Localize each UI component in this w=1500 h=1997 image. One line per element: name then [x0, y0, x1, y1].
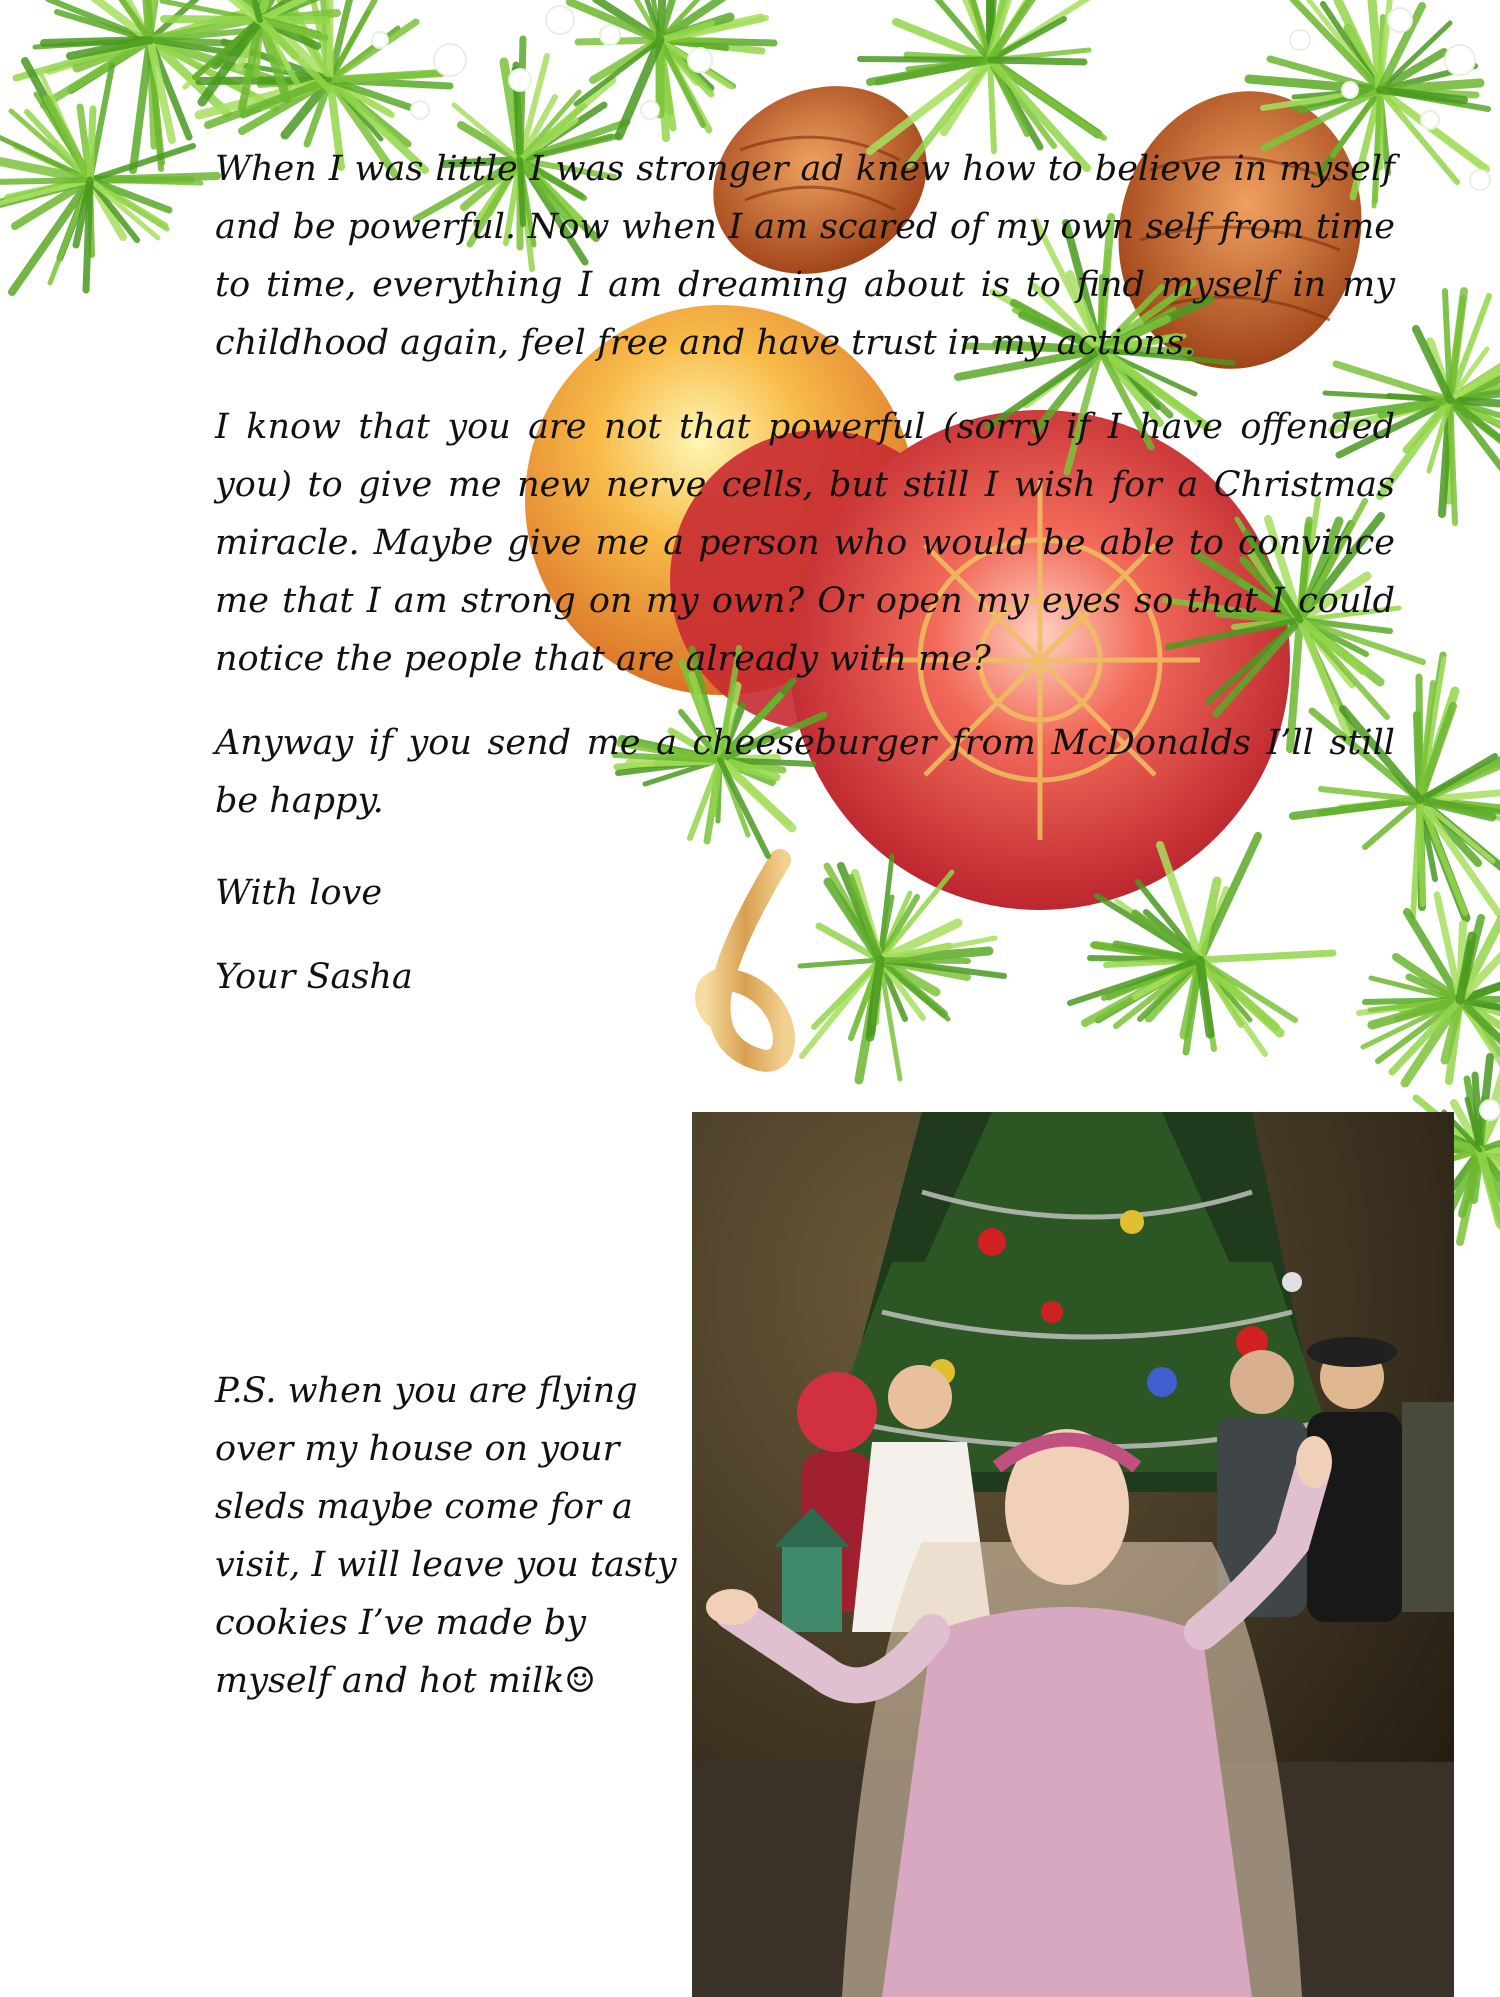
postscript: P.S. when you are flying over my house on your sleds maybe come for a visit, I will leave you tasty cookies I’ve made by myself and hot milk☺	[215, 1371, 677, 1701]
letter-paragraph-1: When I was little I was stronger ad knew how to believe in myself and be powerful. Now when I am scared of my own self from time to time, everything I am dreaming about is to find myself in my childhood again, feel free and have trust in my actions.	[215, 149, 1395, 363]
toy-house	[782, 1542, 842, 1632]
christmas-photo	[692, 1112, 1454, 1997]
signature: Your Sasha	[215, 957, 413, 997]
letter-paragraph-3: Anyway if you send me a cheeseburger from McDonalds I’ll still be happy.	[215, 723, 1395, 821]
closing: With love	[215, 873, 383, 913]
letter-body	[215, 140, 1395, 1032]
letter-paragraph-2: I know that you are not that powerful (sorry if I have offended you) to give me new nerve cells, but still I wish for a Christmas miracle. Maybe give me a person who would be able to convince me that I am strong on my own? Or open my eyes so that I could notice the people that are already with me?	[215, 407, 1395, 679]
